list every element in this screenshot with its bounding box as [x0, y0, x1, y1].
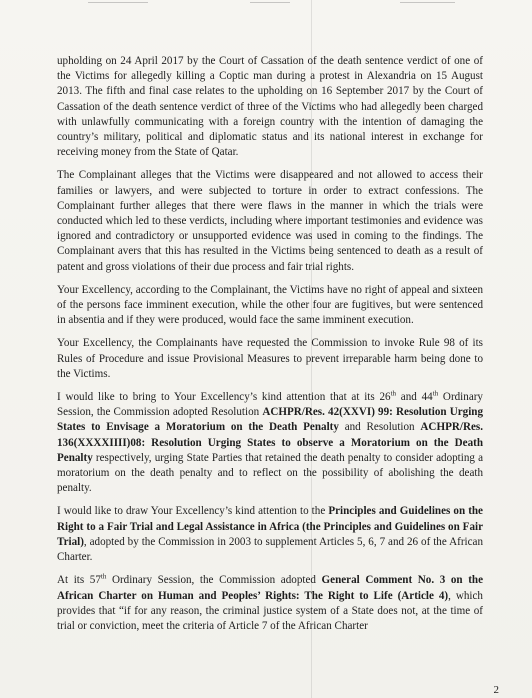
document-body: [57, 54, 483, 642]
resolution-136-title: ACHPR/Res. 136(XXXXIIII)08: Resolution Urging States to observe a Moratorium on the Death Penalty: [57, 421, 483, 464]
paragraph-6-text-2: , adopted by the Commission in 2003 to supplement Articles 5, 6, 7 and 26 of the African Charter.: [57, 535, 483, 564]
resolution-42-title: ACHPR/Res. 42(XXVI) 99: Resolution Urging States to Envisage a Moratorium on the Death Penalty: [57, 406, 483, 434]
paragraph-4: Your Excellency, the Complainants have requested the Commission to invoke Rule 98 of its Rules of Procedure and issue Provisional Measures to prevent irreparable harm being done to the Victims.: [57, 337, 483, 380]
paragraph-6-text-1: I would like to draw Your Excellency’s kind attention to the: [57, 505, 329, 518]
paragraph-5-text-5: respectively, urging State Parties that retained the death penalty to consider adopting a moratorium on the death penalty and to reflect on the possibility of abolishing the death penalty.: [57, 451, 483, 495]
paragraph-7: [57, 573, 483, 634]
paragraph-5: [57, 390, 483, 496]
paragraph-1: upholding on 24 April 2017 by the Court of Cassation of the death sentence verdict of one of the Victims for allegedly killing a Coptic man during a protest in Alexandria on 15 August 2013. The fifth and final case relates to the upholding on 16 September 2017 by the Court of Cassation of the death sentence verdict of three of the Victims who had allegedly been charged with unlawfully communicating with a foreign country with the intention of damaging the country’s military, political and diplomatic status and its national interest in exchange for receiving money from the State of Qatar.: [57, 55, 483, 159]
paragraph-7-sup-1: th: [100, 572, 107, 581]
paragraph-6: [57, 504, 483, 565]
paragraph-5-text-1: I would like to bring to Your Excellency’s kind attention that at its 26: [57, 391, 391, 404]
paragraph-5-sup-1: th: [390, 389, 397, 398]
page-number: 2: [493, 684, 499, 696]
paragraph-5-text-2: and 44: [396, 391, 433, 404]
paragraph-2: The Complainant alleges that the Victims were disappeared and not allowed to access their families or lawyers, and were subjected to torture in order to extract confessions. The Complainant further alleges that there were flaws in the manner in which the trials were conducted which led to these verdicts, including where important testimonies and evidence was ignored and contradictory or unsupported evidence was used in coming to the findings. The Complainant avers that this has resulted in the Victims being sentenced to death as a result of patent and gross violations of their due process and fair trial rights.: [57, 169, 483, 273]
paragraph-7-text-2: Ordinary Session, the Commission adopted: [106, 574, 322, 587]
paragraph-5-sup-2: th: [432, 389, 439, 398]
general-comment-3-title: General Comment No. 3 on the African Charter on Human and Peoples’ Rights: The Right to Life (Article 4): [57, 574, 484, 602]
paragraph-7-text-3: , which provides that “if for any reason, the criminal justice system of a State does not, at the time of trial or conviction, meet the criteria of Article 7 of the African Charter: [57, 589, 483, 632]
paragraph-3: Your Excellency, according to the Complainant, the Victims have no right of appeal and sixteen of the persons face imminent execution, while the other four are fugitives, but were sentenced in absentia and if they were produced, would face the same imminent execution.: [57, 283, 483, 327]
paragraph-5-text-3: Ordinary Session, the Commission adopted Resolution: [57, 391, 483, 419]
paragraph-5-text-4: and Resolution: [338, 421, 421, 434]
paragraph-7-text-1: At its 57: [57, 574, 101, 587]
fair-trial-guidelines-title: Principles and Guidelines on the Right to a Fair Trial and Legal Assistance in Africa (the Principles and Guidelines on Fair Trial): [57, 505, 483, 548]
